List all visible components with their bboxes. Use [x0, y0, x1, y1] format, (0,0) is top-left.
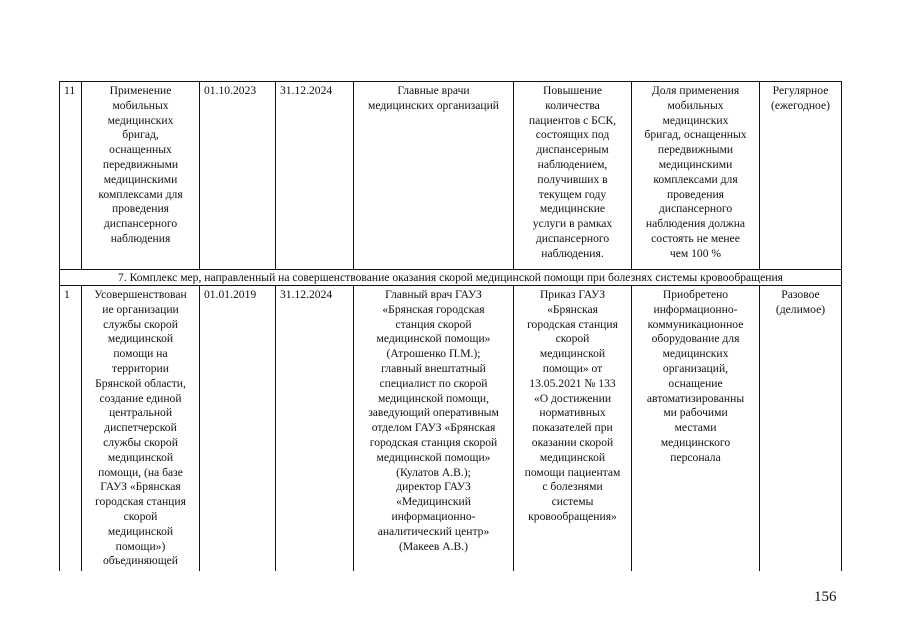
- cell-line: чем 100 %: [669, 246, 722, 260]
- cell-line: Приобретено: [662, 288, 729, 301]
- cell-line: пациентов с БСК,: [528, 113, 617, 127]
- cell-line: кровообращения»: [528, 509, 617, 523]
- cell-line: коммуникационное: [647, 317, 744, 331]
- cell-line: аналитический центр»: [377, 524, 490, 538]
- cell-line: нормативных: [539, 406, 606, 420]
- cell-line: количества: [545, 98, 600, 112]
- cell-line: городская станция: [527, 317, 618, 331]
- cell-line: директор ГАУЗ: [396, 480, 471, 494]
- cell-line: состоять не менее: [651, 231, 740, 245]
- cell-line: городская станция: [95, 495, 186, 509]
- indicator-cell: [632, 82, 760, 270]
- cell-line: показателей при: [532, 421, 613, 435]
- page-number: 156: [814, 589, 837, 605]
- cell-line: объединяющей: [103, 554, 178, 568]
- cell-line: комплексами для: [98, 187, 183, 201]
- cell-line: ГАУЗ «Брянская: [100, 480, 181, 494]
- cell-line: проведения: [667, 187, 724, 201]
- indicator-cell: [632, 286, 760, 572]
- cell-line: системы: [551, 495, 594, 509]
- cell-line: проведения: [112, 202, 169, 216]
- cell-line: медицинской: [539, 450, 606, 464]
- cell-line: мобильных: [112, 98, 169, 112]
- cell-line: наблюдения: [110, 231, 171, 245]
- cell-line: местами: [674, 421, 717, 435]
- cell-line: главный внештатный: [381, 361, 486, 375]
- cell-line: медицинской: [107, 332, 174, 346]
- cell-line: ие организации: [102, 302, 179, 316]
- cell-line: Разовое: [781, 288, 820, 301]
- cell-line: наблюдением,: [537, 157, 608, 171]
- cell-line: (ежегодное): [771, 98, 830, 112]
- cell-line: персонала: [670, 450, 721, 464]
- cell-line: Главный врач ГАУЗ: [385, 288, 482, 301]
- cell-line: услуги в рамках: [532, 217, 613, 231]
- cell-line: помощи»): [115, 539, 166, 553]
- cell-line: помощи, (на базе: [98, 465, 183, 479]
- cell-line: диспансерного: [658, 202, 733, 216]
- cell-line: с болезнями: [542, 480, 603, 494]
- end-date: 31.12.2024: [276, 82, 354, 270]
- cell-line: территории: [112, 361, 169, 375]
- measure-cell: [82, 82, 200, 270]
- row-number: 1: [60, 286, 82, 572]
- cell-line: Главные врачи: [397, 84, 470, 97]
- section-row: [60, 270, 842, 286]
- cell-line: диспансерным: [536, 143, 609, 157]
- cell-line: медицинских: [107, 113, 174, 127]
- cell-line: медицинской помощи,: [377, 391, 490, 405]
- cell-line: бригад, оснащенных: [644, 128, 747, 142]
- cell-line: наблюдения должна: [645, 217, 746, 231]
- cell-line: Усовершенствован: [94, 288, 187, 301]
- cell-line: Повышение: [542, 84, 603, 97]
- cell-line: Приказ ГАУЗ: [539, 288, 606, 301]
- cell-line: «Брянская: [547, 302, 598, 316]
- table-row: [60, 286, 842, 572]
- cell-line: Регулярное: [772, 84, 829, 97]
- cell-line: состоящих под: [535, 128, 610, 142]
- responsible-cell: [354, 82, 514, 270]
- measures-table: [59, 81, 842, 571]
- cell-line: информационно-: [653, 302, 738, 316]
- cell-line: помощи на: [113, 347, 168, 361]
- cell-line: скорой: [123, 509, 158, 523]
- table-row: [60, 82, 842, 270]
- end-date: 31.12.2024: [276, 286, 354, 572]
- row-number: 11: [60, 82, 82, 270]
- cell-line: оказании скорой: [531, 435, 614, 449]
- cell-line: бригад,: [122, 128, 159, 142]
- cell-line: мобильных: [667, 98, 724, 112]
- cell-line: медицинской помощи»: [376, 450, 491, 464]
- cell-line: Доля применения: [651, 84, 740, 97]
- result-cell: [514, 82, 632, 270]
- cell-line: отделом ГАУЗ «Брянская: [371, 421, 496, 435]
- cell-line: медицинской: [107, 450, 174, 464]
- cell-line: диспансерного: [103, 217, 178, 231]
- cell-line: медицинской: [539, 347, 606, 361]
- cell-line: службы скорой: [103, 435, 178, 449]
- cell-line: медицинской помощи»: [376, 332, 491, 346]
- cell-line: «Брянская городская: [382, 302, 485, 316]
- cell-line: специалист по скорой: [379, 376, 488, 390]
- cell-line: комплексами для: [653, 172, 738, 186]
- cell-line: городская станция скорой: [369, 435, 498, 449]
- cell-line: наблюдения.: [541, 246, 604, 260]
- cell-line: (Макеев А.В.): [398, 539, 469, 553]
- cell-line: ми рабочими: [663, 406, 728, 420]
- type-cell: [760, 286, 842, 572]
- result-cell: [514, 286, 632, 572]
- cell-line: передвижными: [657, 143, 734, 157]
- cell-line: «Медицинский: [396, 495, 471, 509]
- cell-line: скорой: [555, 332, 590, 346]
- cell-line: оборудование для: [651, 332, 740, 346]
- cell-line: медицинского: [660, 435, 731, 449]
- cell-line: Применение: [109, 84, 172, 97]
- cell-line: помощи» от: [542, 361, 603, 375]
- cell-line: Брянской области,: [95, 376, 186, 390]
- cell-line: (делимое): [775, 302, 826, 316]
- section-heading: 7. Комплекс мер, направленный на совершенствование оказания скорой медицинской помощи при болезнях системы кровообращения: [60, 270, 842, 286]
- cell-line: станция скорой: [395, 317, 472, 331]
- cell-line: передвижными: [102, 157, 179, 171]
- cell-line: оснащенных: [109, 143, 172, 157]
- cell-line: медицинские: [539, 202, 606, 216]
- responsible-cell: [354, 286, 514, 572]
- cell-line: оснащение: [668, 376, 723, 390]
- cell-line: медицинских: [662, 113, 729, 127]
- cell-line: (Кулатов А.В.);: [396, 465, 471, 479]
- cell-line: медицинскими: [103, 172, 178, 186]
- cell-line: медицинскими: [658, 157, 733, 171]
- type-cell: [760, 82, 842, 270]
- cell-line: медицинских организаций: [368, 98, 499, 112]
- cell-line: центральной: [108, 406, 173, 420]
- cell-line: создание единой: [99, 391, 182, 405]
- cell-line: службы скорой: [103, 317, 178, 331]
- cell-line: «О достижении: [533, 391, 612, 405]
- cell-line: диспансерного: [535, 231, 610, 245]
- cell-line: получивших в: [537, 172, 608, 186]
- start-date: 01.10.2023: [200, 82, 276, 270]
- cell-line: информационно-: [391, 509, 476, 523]
- cell-line: помощи пациентам: [524, 465, 621, 479]
- cell-line: (Атрошенко П.М.);: [386, 347, 481, 361]
- cell-line: медицинской: [107, 524, 174, 538]
- cell-line: диспетчерской: [104, 421, 177, 435]
- measure-cell: [82, 286, 200, 572]
- cell-line: организаций,: [662, 361, 729, 375]
- cell-line: 13.05.2021 № 133: [529, 376, 616, 390]
- start-date: 01.01.2019: [200, 286, 276, 572]
- cell-line: медицинских: [662, 347, 729, 361]
- cell-line: заведующий оперативным: [368, 406, 499, 420]
- cell-line: автоматизированны: [646, 391, 745, 405]
- cell-line: текущем году: [538, 187, 607, 201]
